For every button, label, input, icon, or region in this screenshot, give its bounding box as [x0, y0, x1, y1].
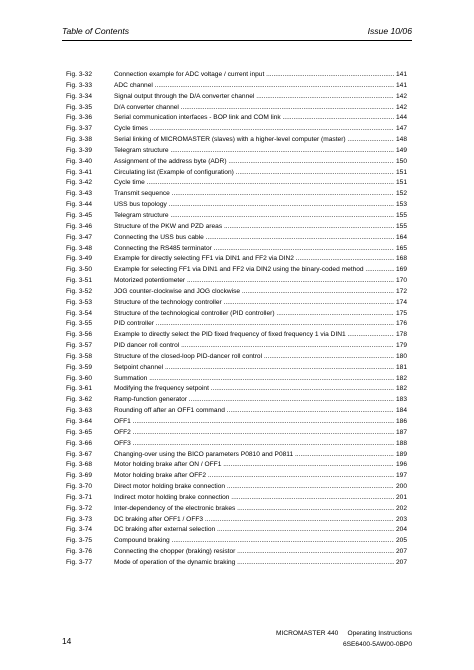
toc-page-number: 152 — [394, 189, 407, 200]
toc-entry — [66, 504, 407, 515]
toc-figure-number: Fig. 3-53 — [66, 298, 93, 306]
toc-entry — [66, 81, 407, 92]
toc-page-number: 182 — [394, 374, 407, 385]
toc-figure-number: Fig. 3-35 — [66, 103, 93, 111]
toc-figure-title: D/A converter channel ..... — [114, 103, 407, 114]
toc-figure-title: Structure of the technology controller ..... — [114, 298, 407, 309]
toc-figure-title: Structure of the PKW and PZD areas ..... — [114, 222, 407, 233]
toc-page-number: 183 — [394, 395, 407, 406]
toc-page-number: 165 — [394, 244, 407, 255]
toc-figure-title: Connecting the chopper (braking) resistor ..... — [114, 547, 407, 558]
toc-entry — [66, 525, 407, 536]
toc-figure-number: Fig. 3-38 — [66, 136, 93, 144]
toc-figure-title: Example for directly selecting FF1 via DIN1 and FF2 via DIN2 ..... — [114, 254, 407, 265]
toc-figure-number: Fig. 3-36 — [66, 114, 93, 122]
toc-page-number: 182 — [394, 384, 407, 395]
toc-figure-number: Fig. 3-39 — [66, 146, 93, 154]
toc-figure-title: OFF2 ..... — [114, 428, 407, 439]
toc-entry — [66, 168, 407, 179]
toc-figure-number: Fig. 3-50 — [66, 266, 93, 274]
toc-figure-number: Fig. 3-75 — [66, 537, 93, 545]
toc-page-number: 176 — [394, 319, 407, 330]
toc-entry — [66, 70, 407, 81]
toc-page-number: 186 — [394, 417, 407, 428]
toc-entry — [66, 135, 407, 146]
toc-entry — [66, 439, 407, 450]
toc-figure-title: Rounding off after an OFF1 command ..... — [114, 406, 407, 417]
toc-figure-title: Setpoint channel ..... — [114, 363, 407, 374]
toc-figure-title: DC braking after OFF1 / OFF3 ..... — [114, 515, 407, 526]
toc-figure-number: Fig. 3-73 — [66, 515, 93, 523]
toc-figure-number: Fig. 3-60 — [66, 374, 93, 382]
toc-figure-number: Fig. 3-63 — [66, 407, 93, 415]
toc-page-number: 155 — [394, 211, 407, 222]
toc-figure-number: Fig. 3-47 — [66, 233, 93, 241]
toc-figure-number: Fig. 3-45 — [66, 211, 93, 219]
toc-page-number: 179 — [394, 341, 407, 352]
toc-entry — [66, 547, 407, 558]
toc-entry — [66, 536, 407, 547]
toc-entry — [66, 330, 407, 341]
toc-figure-title: Connecting the USS bus cable ..... — [114, 233, 407, 244]
toc-figure-title: Summation ..... — [114, 374, 407, 385]
toc-figure-title: Modifying the frequency setpoint ..... — [114, 384, 407, 395]
toc-figure-title: Ramp-function generator ..... — [114, 395, 407, 406]
toc-figure-title: Inter-dependency of the electronic brakes ..... — [114, 504, 407, 515]
toc-page-number: 155 — [394, 222, 407, 233]
toc-figure-number: Fig. 3-33 — [66, 81, 93, 89]
table-of-contents-list — [66, 70, 407, 569]
toc-figure-title: Telegram structure ..... — [114, 146, 407, 157]
toc-entry — [66, 157, 407, 168]
toc-page-number: 149 — [394, 146, 407, 157]
toc-entry — [66, 471, 407, 482]
header-issue: Issue 10/06 — [367, 26, 412, 36]
toc-entry — [66, 244, 407, 255]
toc-figure-number: Fig. 3-61 — [66, 385, 93, 393]
header-section-title: Table of Contents — [62, 26, 130, 36]
toc-figure-title: Cycle times ..... — [114, 124, 407, 135]
toc-entry — [66, 222, 407, 233]
toc-figure-number: Fig. 3-51 — [66, 277, 93, 285]
toc-entry — [66, 406, 407, 417]
page-number: 14 — [62, 636, 72, 646]
toc-figure-number: Fig. 3-34 — [66, 92, 93, 100]
toc-page-number: 200 — [394, 482, 407, 493]
toc-entry — [66, 124, 407, 135]
toc-page-number: 151 — [394, 168, 407, 179]
toc-figure-title: Serial communication interfaces - BOP link and COM link ..... — [114, 113, 407, 124]
toc-figure-title: Mode of operation of the dynamic braking ..... — [114, 558, 407, 569]
toc-page-number: 205 — [394, 536, 407, 547]
toc-figure-title: DC braking after external selection ..... — [114, 525, 407, 536]
toc-figure-title: Serial linking of MICROMASTER (slaves) with a higher-level computer (master) ..... — [114, 135, 407, 146]
toc-figure-number: Fig. 3-64 — [66, 418, 93, 425]
toc-figure-number: Fig. 3-58 — [66, 352, 93, 360]
toc-figure-number: Fig. 3-40 — [66, 157, 93, 165]
toc-figure-number: Fig. 3-49 — [66, 255, 93, 263]
toc-entry — [66, 211, 407, 222]
toc-figure-number: Fig. 3-44 — [66, 201, 93, 209]
toc-figure-title: PID controller ..... — [114, 319, 407, 330]
page-header — [62, 26, 412, 40]
toc-page-number: 181 — [394, 363, 407, 374]
toc-entry — [66, 92, 407, 103]
toc-figure-title: Structure of the closed-loop PID-dancer roll control ..... — [114, 352, 407, 363]
toc-figure-number: Fig. 3-52 — [66, 287, 93, 295]
toc-page-number: 151 — [394, 178, 407, 189]
toc-entry — [66, 493, 407, 504]
toc-page-number: 203 — [394, 515, 407, 526]
toc-page-number: 184 — [394, 406, 407, 417]
toc-page-number: 153 — [394, 200, 407, 211]
toc-entry — [66, 558, 407, 569]
toc-entry — [66, 200, 407, 211]
toc-figure-number: Fig. 3-55 — [66, 320, 93, 328]
toc-figure-number: Fig. 3-43 — [66, 190, 93, 198]
toc-entry — [66, 363, 407, 374]
toc-figure-number: Fig. 3-56 — [66, 331, 93, 339]
toc-page-number: 148 — [394, 135, 407, 146]
toc-entry — [66, 287, 407, 298]
toc-figure-title: PID dancer roll control ..... — [114, 341, 407, 352]
toc-figure-title: Compound braking ..... — [114, 536, 407, 547]
toc-figure-number: Fig. 3-62 — [66, 396, 93, 404]
toc-entry — [66, 395, 407, 406]
toc-page-number: 175 — [394, 309, 407, 320]
header-divider — [62, 40, 412, 41]
toc-page-number: 187 — [394, 428, 407, 439]
toc-figure-number: Fig. 3-37 — [66, 125, 93, 133]
toc-figure-title: USS bus topology ..... — [114, 200, 407, 211]
toc-figure-title: Motorized potentiometer ..... — [114, 276, 407, 287]
toc-figure-title: Circulating list (Example of configuration) ..... — [114, 168, 407, 179]
toc-figure-title: Example to directly select the PID fixed frequency of fixed frequency 1 via DIN1 ..... — [114, 330, 407, 341]
toc-page-number: 197 — [394, 471, 407, 482]
toc-page-number: 164 — [394, 233, 407, 244]
toc-figure-number: Fig. 3-48 — [66, 244, 93, 252]
toc-page-number: 196 — [394, 460, 407, 471]
toc-figure-number: Fig. 3-59 — [66, 363, 93, 371]
toc-figure-number: Fig. 3-69 — [66, 472, 93, 480]
toc-entry — [66, 384, 407, 395]
toc-figure-number: Fig. 3-41 — [66, 168, 93, 176]
toc-figure-number: Fig. 3-65 — [66, 428, 93, 436]
toc-entry — [66, 352, 407, 363]
toc-figure-title: ADC channel ..... — [114, 81, 407, 92]
toc-entry — [66, 341, 407, 352]
toc-entry — [66, 450, 407, 461]
toc-figure-title: Changing-over using the BICO parameters P0810 and P0811 ..... — [114, 450, 407, 461]
toc-figure-title: Signal output through the D/A converter channel ..... — [114, 92, 407, 103]
toc-figure-number: Fig. 3-72 — [66, 504, 93, 512]
toc-entry — [66, 460, 407, 471]
toc-entry — [66, 103, 407, 114]
toc-page-number: 150 — [394, 157, 407, 168]
toc-entry — [66, 265, 407, 276]
toc-page-number: 180 — [394, 352, 407, 363]
toc-page-number: 147 — [394, 124, 407, 135]
toc-figure-title: Direct motor holding brake connection ..... — [114, 482, 407, 493]
toc-figure-title: Telegram structure ..... — [114, 211, 407, 222]
toc-page-number: 169 — [394, 265, 407, 276]
toc-page-number: 207 — [394, 558, 407, 569]
toc-entry — [66, 298, 407, 309]
toc-figure-title: Motor holding brake after OFF2 ..... — [114, 471, 407, 482]
toc-entry — [66, 482, 407, 493]
toc-figure-title: OFF3 ..... — [114, 439, 407, 450]
toc-entry — [66, 417, 407, 428]
toc-page-number: 207 — [394, 547, 407, 558]
toc-figure-number: Fig. 3-77 — [66, 558, 93, 566]
toc-entry — [66, 374, 407, 385]
toc-page-number: 172 — [394, 287, 407, 298]
toc-page-number: 168 — [394, 254, 407, 265]
toc-figure-title: Assignment of the address byte (ADR) ..... — [114, 157, 407, 168]
toc-entry — [66, 113, 407, 124]
toc-page-number: 178 — [394, 330, 407, 341]
toc-figure-number: Fig. 3-66 — [66, 439, 93, 447]
toc-figure-number: Fig. 3-32 — [66, 71, 93, 78]
toc-entry — [66, 319, 407, 330]
toc-entry — [66, 254, 407, 265]
toc-page-number: 142 — [394, 92, 407, 103]
toc-figure-number: Fig. 3-57 — [66, 342, 93, 350]
toc-page-number: 204 — [394, 525, 407, 536]
toc-entry — [66, 309, 407, 320]
toc-figure-title: Connection example for ADC voltage / current input ..... — [114, 70, 407, 81]
toc-page-number: 189 — [394, 450, 407, 461]
toc-entry — [66, 146, 407, 157]
toc-figure-title: Motor holding brake after ON / OFF1 ..... — [114, 460, 407, 471]
toc-figure-title: JOG counter-clockwise and JOG clockwise ..... — [114, 287, 407, 298]
toc-entry — [66, 428, 407, 439]
toc-entry — [66, 233, 407, 244]
toc-figure-title: Example for selecting FF1 via DIN1 and FF2 via DIN2 using the binary-coded method ..... — [114, 265, 407, 276]
footer-doc-info — [276, 628, 412, 650]
toc-figure-number: Fig. 3-70 — [66, 483, 93, 491]
toc-figure-number: Fig. 3-76 — [66, 548, 93, 556]
toc-page-number: 201 — [394, 493, 407, 504]
toc-page-number: 174 — [394, 298, 407, 309]
toc-page-number: 188 — [394, 439, 407, 450]
toc-figure-title: Cycle time ..... — [114, 178, 407, 189]
toc-entry — [66, 515, 407, 526]
toc-page-number: 170 — [394, 276, 407, 287]
toc-figure-title: Indirect motor holding brake connection ..... — [114, 493, 407, 504]
toc-page-number: 141 — [394, 70, 407, 81]
toc-figure-title: OFF1 ..... — [114, 417, 407, 428]
toc-entry — [66, 276, 407, 287]
toc-figure-number: Fig. 3-42 — [66, 179, 93, 187]
toc-page-number: 202 — [394, 504, 407, 515]
toc-figure-number: Fig. 3-71 — [66, 493, 93, 501]
toc-figure-number: Fig. 3-46 — [66, 222, 93, 230]
toc-figure-title: Structure of the technological controller (PID controller) ..... — [114, 309, 407, 320]
toc-page-number: 141 — [394, 81, 407, 92]
toc-figure-title: Transmit sequence ..... — [114, 189, 407, 200]
toc-figure-number: Fig. 3-54 — [66, 309, 93, 317]
toc-figure-title: Connecting the RS485 terminator ..... — [114, 244, 407, 255]
toc-figure-number: Fig. 3-68 — [66, 461, 93, 469]
toc-figure-number: Fig. 3-74 — [66, 526, 93, 534]
toc-figure-number: Fig. 3-67 — [66, 450, 93, 458]
footer-doc-number: 6SE6400-5AW00-0BP0 — [342, 641, 412, 648]
footer-product: MICROMASTER 440 Operating Instructions — [276, 630, 412, 637]
toc-entry — [66, 178, 407, 189]
toc-entry — [66, 189, 407, 200]
toc-page-number: 142 — [394, 103, 407, 114]
toc-page-number: 144 — [394, 113, 407, 124]
